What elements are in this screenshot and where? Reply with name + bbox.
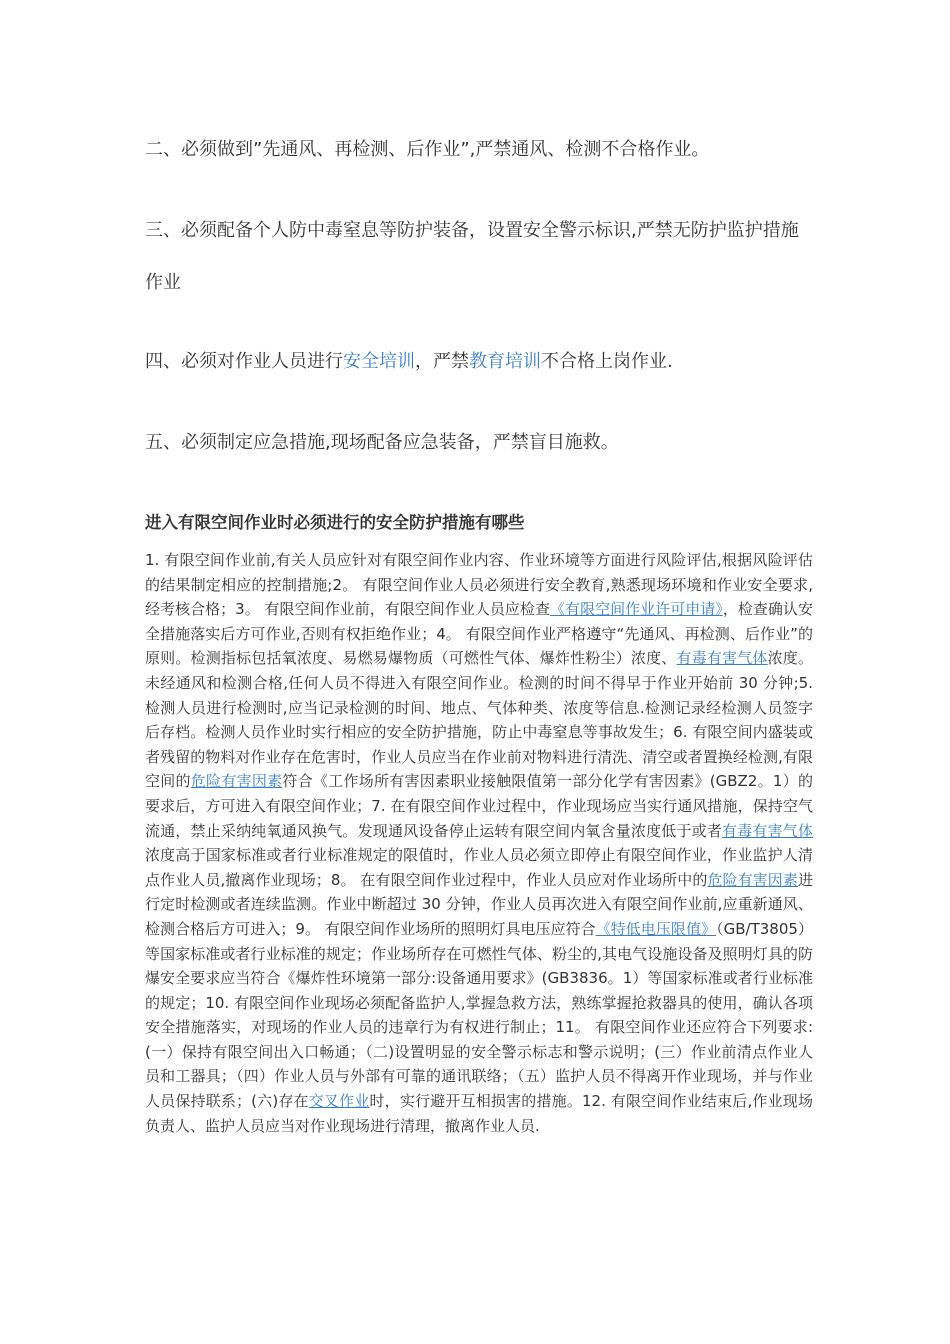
toxic-gas-link-2[interactable]: 有毒有害气体 — [722, 821, 813, 840]
list-item-4 — [145, 352, 815, 372]
body-text-2: ，检查确认安全措施落实后方可作业,否则有权拒绝作业；4。 有限空间作业严格遵守“先通风、再检测、后作业”的原则。检测指标包括氧浓度、易燃易爆物质（可燃性气体、爆炸性粉尘）浓度、 — [145, 600, 813, 668]
body-text-8: 时，实行避开互相损害的措施。12. 有限空间作业结束后,作业现场负责人、监护人员应当对作业现场进行清理，撤离作业人员. — [145, 1092, 813, 1135]
body-text-4: 符合《工作场所有害因素职业接触限值第一部分化学有害因素》(GBZ2。1）的要求后，方可进入有限空间作业；7. 在有限空间作业过程中，作业现场应当实行通风措施，保持空气流通，禁止采纳纯氧通风换气。发现通风设备停止运转有限空间内氧含量浓度低于或者 — [145, 772, 813, 840]
body-paragraph — [145, 548, 813, 1138]
permit-application-link[interactable]: 《有限空间作业许可申请》 — [550, 600, 723, 619]
body-text-5: 浓度高于国家标准或者行业标准规定的限值时，作业人员必须立即停止有限空间作业，作业监护人清点作业人员,撤离作业现场；8。 在有限空间作业过程中，作业人员应对作业场所中的 — [145, 846, 813, 889]
list-item-4-text-c: 不合格上岗作业. — [541, 351, 673, 372]
section-title: 进入有限空间作业时必须进行的安全防护措施有哪些 — [145, 513, 525, 532]
list-item-2: 二、必须做到”先通风、再检测、后作业”,严禁通风、检测不合格作业。 — [145, 139, 710, 160]
body-text-6: 进行定时检测或者连续监测。作业中断超过 30 分钟，作业人员再次进入有限空间作业前,应重新通风、检测合格后方可进入；9。 有限空间作业场所的照明灯具电压应符合 — [145, 870, 813, 938]
safety-training-link[interactable]: 安全培训 — [343, 351, 415, 372]
toxic-gas-link-1[interactable]: 有毒有害气体 — [676, 649, 768, 668]
list-item-4-text-b: ，严禁 — [415, 351, 469, 372]
body-text-7: （GB/T3805）等国家标准或者行业标准的规定；作业场所存在可燃性气体、粉尘的,其电气设施设备及照明灯具的防爆安全要求应当符合《爆炸性环境第一部分:设备通用要求》(GB3836。1）等国家标准或者行业标准的规定；10. 有限空间作业现场必须配备监护人,掌握急救方法，熟练掌握抢救器具的使用，确认各项安全措施落实，对现场的作业人员的违章行为有权进行制止；11。 有限空间作业还应符合下列要求:(一）保持有限空间出入口畅通；（二)设置明显的安全警示标志和警示说明；(三）作业前清点作业人员和工器具；（四）作业人员与外部有可靠的通讯联络；（五）监护人员不得离开作业现场，并与作业人员保持联系；(六)存在 — [145, 919, 813, 1111]
cross-operation-link[interactable]: 交叉作业 — [308, 1092, 370, 1111]
list-item-5: 五、必须制定应急措施,现场配备应急装备，严禁盲目施救。 — [145, 432, 619, 453]
list-item-3: 三、必须配备个人防中毒窒息等防护装备，设置安全警示标识,严禁无防护监护措施作业 — [145, 220, 799, 293]
hazard-factors-link-1[interactable]: 危险有害因素 — [190, 772, 283, 791]
hazard-factors-link-2[interactable]: 危险有害因素 — [707, 870, 798, 889]
education-training-link[interactable]: 教育培训 — [469, 351, 541, 372]
low-voltage-limit-link[interactable]: 《特低电压限值》 — [595, 919, 717, 938]
list-item-4-text-a: 四、必须对作业人员进行 — [145, 351, 343, 372]
body-text-1: 1. 有限空间作业前,有关人员应针对有限空间作业内容、作业环境等方面进行风险评估,根据风险评估的结果制定相应的控制措施;2。 有限空间作业人员必须进行安全教育,熟悉现场环境和作业安全要求,经考核合格；3。 有限空间作业前，有限空间作业人员应检查 — [145, 551, 813, 619]
body-text-3: 浓度。未经通风和检测合格,任何人员不得进入有限空间作业。检测的时间不得早于作业开始前 30 分钟;5. 检测人员进行检测时,应当记录检测的时间、地点、气体种类、浓度等信息.检测记录经检测人员签字后存档。检测人员作业时实行相应的安全防护措施，防止中毒窒息等事故发生；6. 有限空间内盛装或者残留的物料对作业存在危害时，作业人员应当在作业前对物料进行清洗、清空或者置换经检测,有限空间的 — [145, 649, 813, 791]
